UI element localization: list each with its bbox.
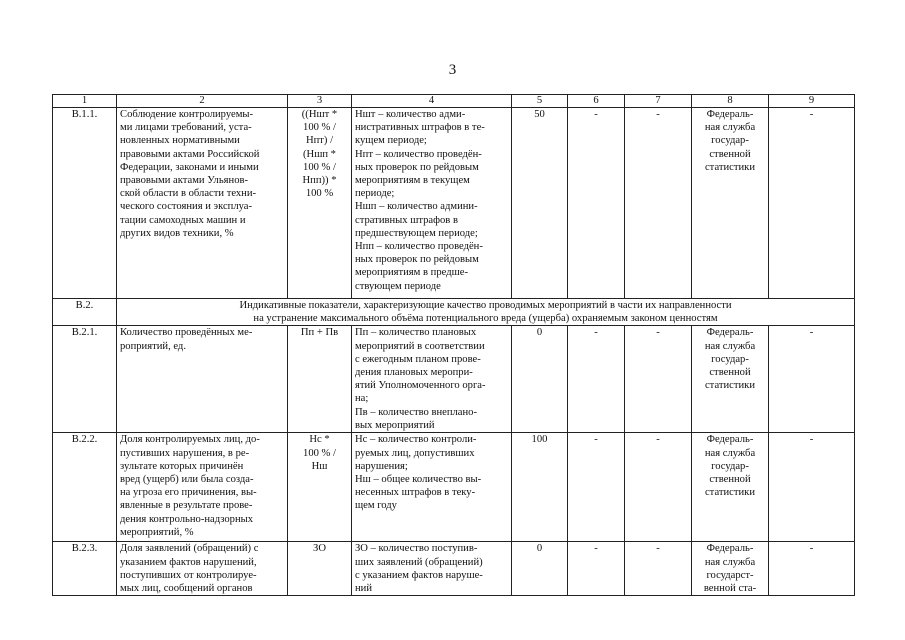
value-col6: -: [568, 108, 625, 299]
indicator-formula: Нс * 100 % / Нш: [288, 433, 352, 542]
table-row: [53, 433, 855, 542]
value-col5: 0: [512, 542, 568, 596]
section-code: В.2.: [53, 299, 117, 326]
value-col5: 50: [512, 108, 568, 299]
value-col5: 0: [512, 326, 568, 433]
row-code: В.2.2.: [53, 433, 117, 542]
column-header: 9: [769, 95, 855, 108]
column-header: 7: [625, 95, 692, 108]
value-col7: -: [625, 542, 692, 596]
indicator-name: Соблюдение контролируемы- ми лицами требований, уста- новленных нормативными правовыми актами Российской Федерации, законами и иными правовыми актами Ульянов- ской области в области техни- ческого состояния и эксплуа- тации самоходных машин и других видов техники, %: [117, 108, 288, 299]
indicator-formula: ((Ншт * 100 % / Нпт) / (Ншп * 100 % / Нпп)) * 100 %: [288, 108, 352, 299]
indicator-name: Количество проведённых ме- роприятий, ед.: [117, 326, 288, 433]
column-header: 1: [53, 95, 117, 108]
value-col9: -: [769, 326, 855, 433]
indicators-table: [52, 94, 855, 596]
data-source: Федераль- ная служба государ- ственной статистики: [692, 108, 769, 299]
value-col9: -: [769, 542, 855, 596]
value-col9: -: [769, 108, 855, 299]
indicator-description: Нс – количество контроли- руемых лиц, допустивших нарушения; Нш – общее количество вы- несенных штрафов в теку- щем году: [352, 433, 512, 542]
column-header: 2: [117, 95, 288, 108]
table-row: [53, 542, 855, 596]
row-code: В.1.1.: [53, 108, 117, 299]
value-col7: -: [625, 433, 692, 542]
value-col6: -: [568, 326, 625, 433]
column-header: 6: [568, 95, 625, 108]
page-number: 3: [448, 62, 457, 78]
indicator-formula: ЗО: [288, 542, 352, 596]
indicator-description: Ншт – количество адми- нистративных штрафов в те- кущем периоде; Нпт – количество проведён- ных проверок по рейдовым мероприятиям в текущем периоде; Ншп – количество админи- стративных штрафов в предшествующем периоде; Нпп – количество проведён- ных проверок по рейдовым мероприятиям в предше- ствующем периоде: [352, 108, 512, 299]
indicator-description: Пп – количество плановых мероприятий в соответствии с ежегодным планом прове- дения плановых меропри- ятий Уполномоченного орга- на; Пв – количество внеплано- вых мероприятий: [352, 326, 512, 433]
header-row: [53, 95, 855, 108]
value-col7: -: [625, 108, 692, 299]
indicator-name: Доля контролируемых лиц, до- пустивших нарушения, в ре- зультате которых причинён вред (ущерб) или была созда- на угроза его причинения, вы- явленные в результате прове- дения контрольно-надзорных мероприятий, %: [117, 433, 288, 542]
data-source: Федераль- ная служба государ- ственной статистики: [692, 326, 769, 433]
value-col6: -: [568, 433, 625, 542]
value-col9: -: [769, 433, 855, 542]
value-col5: 100: [512, 433, 568, 542]
section-title: Индикативные показатели, характеризующие качество проводимых мероприятий в части их направленности на устранение максимального объёма потенциального вреда (ущерба) охраняемым законом ценностям: [117, 299, 855, 326]
data-source: Федераль- ная служба государст- венной ста-: [692, 542, 769, 596]
indicator-name: Доля заявлений (обращений) с указанием фактов нарушений, поступивших от контролируе- мых лиц, сообщений органов: [117, 542, 288, 596]
column-header: 5: [512, 95, 568, 108]
section-row: [53, 299, 855, 326]
row-code: В.2.1.: [53, 326, 117, 433]
value-col6: -: [568, 542, 625, 596]
data-source: Федераль- ная служба государ- ственной статистики: [692, 433, 769, 542]
value-col7: -: [625, 326, 692, 433]
table-row: [53, 326, 855, 433]
table-row: [53, 108, 855, 299]
indicator-formula: Пп + Пв: [288, 326, 352, 433]
indicator-description: ЗО – количество поступив- ших заявлений (обращений) с указанием фактов наруше- ний: [352, 542, 512, 596]
column-header: 3: [288, 95, 352, 108]
column-header: 8: [692, 95, 769, 108]
column-header: 4: [352, 95, 512, 108]
row-code: В.2.3.: [53, 542, 117, 596]
